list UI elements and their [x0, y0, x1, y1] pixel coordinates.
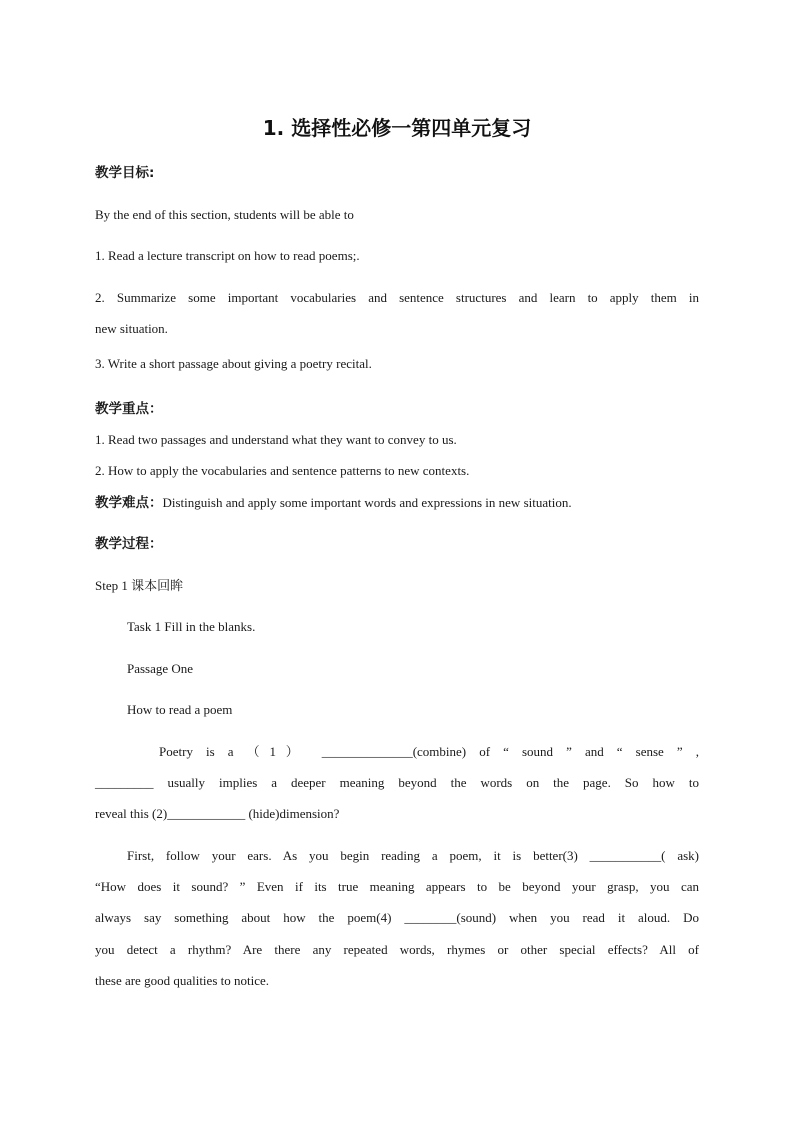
passage-title: How to read a poem — [127, 702, 233, 717]
para-2-line-5: these are good qualities to notice. — [95, 973, 270, 988]
key-point-item-2: 2. How to apply the vocabularies and sentence patterns to new contexts. — [95, 463, 470, 478]
objective-item-2-line-2: new situation. — [95, 321, 168, 336]
key-points-heading: 教学重点： — [95, 401, 163, 417]
difficulties-heading: 教学难点： — [95, 495, 163, 511]
step-prefix: Step 1 — [95, 578, 132, 593]
para-2-line-1: First, follow your ears. As you begin reading a poem, it is better(3) ___________( ask) — [127, 848, 699, 863]
passage-label: Passage One — [127, 661, 194, 676]
objectives-heading: 教学目标: — [95, 165, 155, 181]
para-2-line-3: always say something about how the poem(4) ________(sound) when you read it aloud. Do — [95, 910, 699, 925]
task-1-instruction: Task 1 Fill in the blanks. — [127, 619, 256, 634]
difficulties-text: Distinguish and apply some important words and expressions in new situation. — [162, 495, 572, 510]
para-1-line-2: _________ usually implies a deeper meaning beyond the words on the page. So how to — [95, 775, 699, 790]
objective-item-2-line-1: 2. Summarize some important vocabularies and sentence structures and learn to apply them in — [95, 290, 699, 305]
objective-item-3: 3. Write a short passage about giving a poetry recital. — [95, 356, 372, 371]
document-title: 1. 选择性必修一第四单元复习 — [262, 116, 532, 140]
para-1-line-3: reveal this (2)____________ (hide)dimension? — [95, 806, 340, 821]
step-1-line — [95, 578, 699, 595]
step-label: 课本回眸 — [131, 579, 184, 594]
para-2-line-2: “How does it sound? ” Even if its true meaning appears to be beyond your grasp, you can — [95, 879, 699, 894]
objective-item-1: 1. Read a lecture transcript on how to read poems;. — [95, 248, 360, 263]
para-1-line-1: Poetry is a （1） ______________(combine) of “ sound ” and “ sense ” , — [159, 744, 699, 759]
key-point-item-1: 1. Read two passages and understand what they want to convey to us. — [95, 432, 457, 447]
difficulties-line — [95, 495, 699, 511]
process-heading: 教学过程： — [95, 536, 163, 552]
objectives-intro: By the end of this section, students will be able to — [95, 207, 354, 222]
para-2-line-4: you detect a rhythm? Are there any repeated words, rhymes or other special effects? All of — [95, 942, 699, 957]
